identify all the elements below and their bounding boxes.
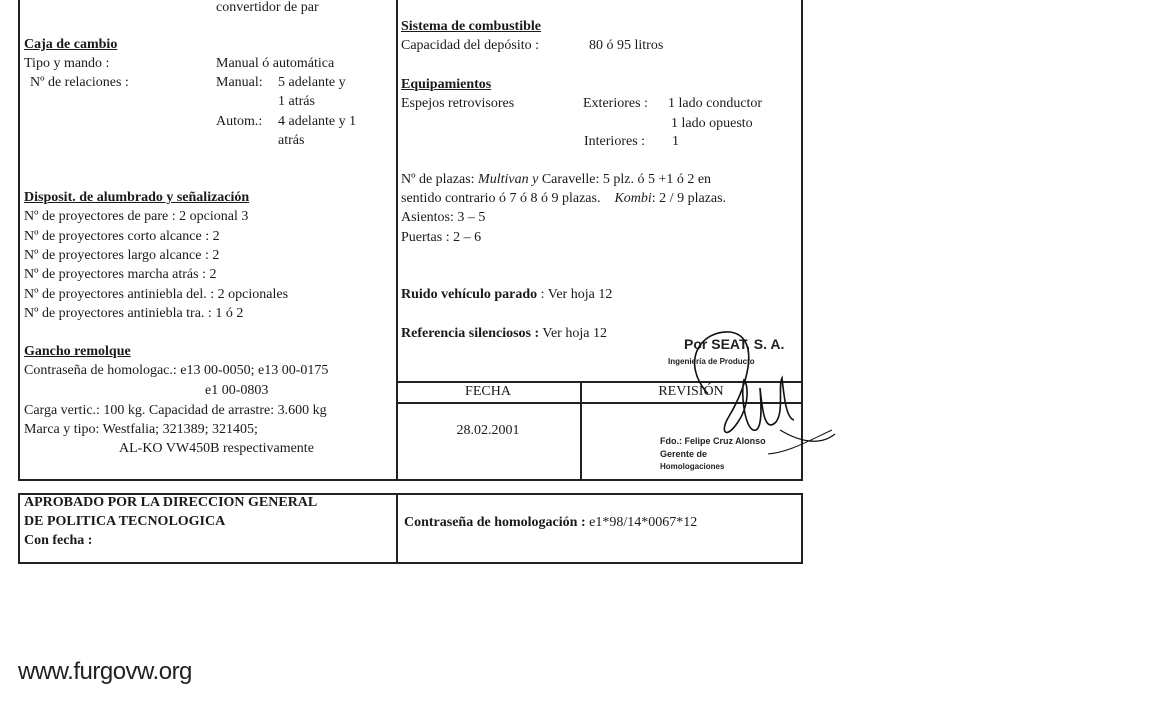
plazas-line2b: : 2 / 9 plazas.: [651, 191, 727, 206]
tipo-mando-label: Tipo y mando :: [24, 56, 110, 71]
espejos-label: Espejos retrovisores: [401, 96, 515, 111]
exteriores-line1: 1 lado conductor: [668, 96, 763, 111]
revision-header: REVISIÓN: [658, 384, 724, 399]
autom-line1: 4 adelante y 1: [278, 114, 357, 129]
interiores-label: Interiores :: [584, 134, 646, 149]
convertidor-text: convertidor de par: [216, 0, 319, 15]
ruido-label: Ruido vehículo parado: [401, 287, 538, 302]
autom-line2: atrás: [278, 133, 305, 148]
lower-right-border: [801, 493, 803, 564]
gancho-line1: Contraseña de homologac.: e13 00-0050; e13 00-0175: [24, 363, 329, 378]
stamp-line1: Por SEAT, S. A.: [684, 336, 785, 352]
alumbrado-title: Disposit. de alumbrado y señalización: [24, 190, 250, 205]
tipo-mando-value: Manual ó automática: [216, 56, 335, 71]
ruido-value: : Ver hoja 12: [540, 287, 613, 302]
lower-left-border: [18, 493, 20, 564]
manual-line1: 5 adelante y: [278, 75, 346, 90]
manual-label: Manual:: [216, 75, 263, 90]
gancho-title: Gancho remolque: [24, 344, 131, 359]
relaciones-label: Nº de relaciones :: [30, 75, 129, 90]
fecha-header: FECHA: [465, 384, 511, 399]
alumbrado-line: Nº de proyectores antiniebla tra. : 1 ó 2: [24, 306, 244, 321]
con-fecha-label: Con fecha :: [24, 533, 93, 548]
alumbrado-line: Nº de proyectores antiniebla del. : 2 opcionales: [24, 287, 289, 302]
plazas-line1: [401, 171, 711, 189]
manual-line2: 1 atrás: [278, 94, 315, 109]
lower-middle-border: [396, 493, 398, 564]
stamp-line2: Ingeniería de Producto: [668, 357, 755, 366]
deposito-value: 80 ó 95 litros: [589, 38, 664, 53]
contrasena-line: [404, 514, 697, 532]
alumbrado-line: Nº de proyectores largo alcance : 2: [24, 248, 220, 263]
signature: [660, 322, 840, 462]
stamp-line3: Fdo.: Felipe Cruz Alonso: [660, 436, 766, 446]
silenciosos-label: Referencia silenciosos :: [401, 326, 540, 341]
caja-cambio-title: Caja de cambio: [24, 37, 118, 52]
autom-label: Autom.:: [216, 114, 263, 129]
stamp-line5: Homologaciones: [660, 462, 725, 471]
plazas-multivan: Multivan y: [478, 172, 539, 187]
upper-bottom-border: [18, 479, 803, 481]
ruido-line: [401, 286, 612, 304]
interiores-value: 1: [672, 134, 679, 149]
website-url: www.furgovw.org: [18, 658, 192, 685]
exteriores-line2: 1 lado opuesto: [671, 116, 753, 131]
plazas-line2a: sentido contrario ó 7 ó 8 ó 9 plazas.: [401, 191, 601, 206]
alumbrado-line: Nº de proyectores corto alcance : 2: [24, 229, 220, 244]
plazas-prefix: Nº de plazas:: [401, 172, 475, 187]
gancho-line3: Carga vertic.: 100 kg. Capacidad de arrastre: 3.600 kg: [24, 403, 327, 418]
plazas-kombi: Kombi: [614, 191, 652, 206]
combustible-title: Sistema de combustible: [401, 19, 541, 34]
aprobado-line1: APROBADO POR LA DIRECCION GENERAL: [24, 495, 318, 510]
silenciosos-value: Ver hoja 12: [542, 326, 607, 341]
upper-left-border: [18, 0, 20, 480]
stamp-line4: Gerente de: [660, 449, 708, 459]
deposito-label: Capacidad del depósito :: [401, 38, 540, 53]
fecha-value: 28.02.2001: [456, 423, 520, 438]
gancho-line5: AL-KO VW450B respectivamente: [119, 441, 314, 456]
plazas-line2: [401, 190, 726, 208]
alumbrado-line: Nº de proyectores marcha atrás : 2: [24, 267, 217, 282]
contrasena-label: Contraseña de homologación :: [404, 515, 586, 530]
alumbrado-line: Nº de proyectores de pare : 2 opcional 3: [24, 209, 249, 224]
aprobado-line2: DE POLITICA TECNOLOGICA: [24, 514, 226, 529]
upper-middle-border: [396, 0, 398, 480]
exteriores-label: Exteriores :: [583, 96, 648, 111]
puertas-text: Puertas : 2 – 6: [401, 230, 482, 245]
equipamientos-title: Equipamientos: [401, 77, 492, 92]
gancho-line2: e1 00-0803: [205, 383, 269, 398]
lower-bottom-border: [18, 562, 803, 564]
asientos-text: Asientos: 3 – 5: [401, 210, 486, 225]
contrasena-value: e1*98/14*0067*12: [589, 515, 698, 530]
silenciosos-line: [401, 325, 607, 343]
gancho-line4: Marca y tipo: Westfalia; 321389; 321405;: [24, 422, 258, 437]
plazas-caravelle: Caravelle: 5 plz. ó 5 +1 ó 2 en: [541, 172, 712, 187]
